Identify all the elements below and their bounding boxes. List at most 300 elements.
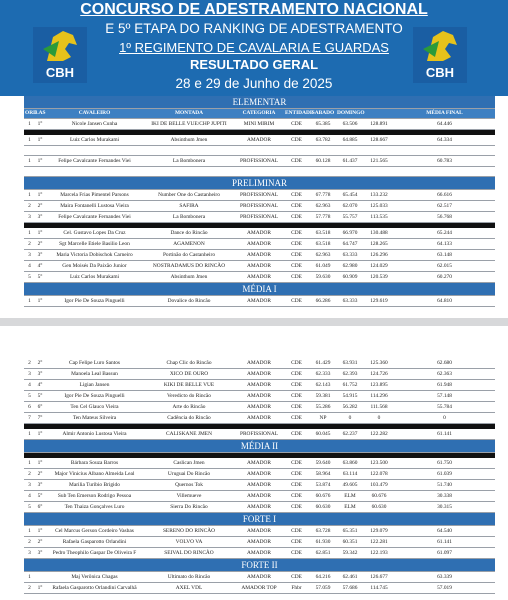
- horse-head-icon: [413, 27, 467, 67]
- table-cell: 120.539: [370, 274, 388, 280]
- table-cell: 2°: [37, 360, 43, 366]
- table-cell: 124.726: [370, 371, 388, 377]
- table-cell: 0: [348, 415, 352, 421]
- table-row: [24, 358, 495, 369]
- table-cell: 66.616: [437, 192, 452, 198]
- table-cell: SERENO DO RINCÃO: [162, 528, 216, 534]
- table-cell: 2: [28, 360, 31, 366]
- table-cell: Nicole Jansen Cunha: [71, 121, 118, 127]
- table-header-row: [24, 109, 495, 119]
- table-cell: CDE: [291, 431, 302, 437]
- table-cell: Portinão do Castanheiro: [162, 252, 216, 258]
- table-cell: 54.915: [342, 393, 358, 399]
- table-cell: 61.750: [437, 460, 452, 466]
- table-cell: CDE: [291, 230, 302, 236]
- table-cell: 6°: [37, 404, 43, 410]
- section-title: MÉDIA I: [24, 283, 495, 296]
- table-cell: 67.778: [315, 192, 331, 198]
- table-cell: SABADO: [311, 110, 335, 116]
- table-cell: 56.768: [437, 214, 452, 220]
- table-cell: AMADOR: [247, 137, 271, 143]
- table-cell: 60.630: [315, 504, 331, 510]
- table-cell: AMADOR: [247, 415, 271, 421]
- table-cell: 61.948: [437, 382, 452, 388]
- table-cell: CDE: [291, 382, 302, 388]
- table-cell: 122.193: [370, 550, 388, 556]
- table-cell: 59.342: [342, 550, 358, 556]
- table-cell: 3: [28, 371, 31, 377]
- table-cell: 51.740: [437, 482, 452, 488]
- table-cell: 5: [28, 504, 31, 510]
- table-cell: CDE: [291, 550, 302, 556]
- table-cell: 3°: [37, 252, 43, 258]
- table-row: [24, 458, 495, 469]
- table-cell: SEIVAL DO RINCÃO: [164, 550, 214, 556]
- table-cell: Gen Moisés Da Paixão Junior: [62, 263, 127, 269]
- table-cell: 62.980: [342, 263, 358, 269]
- table-cell: DOMINGO: [337, 110, 365, 116]
- table-cell: Cap Felipe Luro Santos: [68, 360, 121, 366]
- table-row: [24, 402, 495, 413]
- table-cell: Sgt Marcelle Etiele Basilio Leon: [59, 241, 130, 247]
- table-cell: 57.059: [315, 585, 331, 591]
- table-cell: 1°: [37, 460, 43, 466]
- table-cell: CDE: [291, 528, 302, 534]
- table-cell: Cel Marcus Gerson Cordeiro Vasbas: [55, 528, 134, 534]
- table-cell: 60.676: [371, 493, 387, 499]
- table-cell: 60.128: [315, 158, 331, 164]
- table-cell: Ten Thaiza Gonçalves Luro: [64, 504, 125, 510]
- table-cell: 1: [28, 230, 31, 236]
- table-row: [24, 502, 495, 513]
- table-row: [24, 190, 495, 201]
- table-row: [24, 239, 495, 250]
- table-cell: CDE: [291, 471, 302, 477]
- table-cell: 111.568: [370, 404, 388, 410]
- table-cell: 2°: [37, 203, 43, 209]
- table-cell: Sierra Do Rincão: [170, 504, 208, 510]
- table-cell: 63.333: [342, 252, 358, 258]
- table-cell: 122.281: [370, 539, 388, 545]
- table-cell: 61.429: [315, 360, 331, 366]
- table-row: [24, 296, 495, 307]
- table-cell: Major Vinicius Albano Almeida Leal: [54, 471, 135, 477]
- table-cell: 59.630: [315, 274, 331, 280]
- event-title: CONCURSO DE ADESTRAMENTO NACIONAL: [80, 1, 428, 18]
- table-cell: VOLVO VA: [175, 539, 203, 545]
- table-cell: AMADOR: [247, 298, 271, 304]
- table-cell: AMADOR: [247, 493, 271, 499]
- table-cell: 1: [28, 574, 31, 580]
- table-row: [24, 135, 495, 146]
- table-cell: 63.148: [437, 252, 452, 258]
- table-cell: 61.752: [342, 382, 358, 388]
- table-cell: Marilia Turibio Brigido: [69, 482, 120, 488]
- table-row: [24, 469, 495, 480]
- table-cell: 63.518: [315, 241, 331, 247]
- table-cell: 63.339: [437, 574, 452, 580]
- table-cell: CDE: [291, 241, 302, 247]
- table-cell: 60.783: [437, 158, 452, 164]
- table-cell: CDE: [291, 504, 302, 510]
- table-cell: 2: [28, 203, 31, 209]
- table-cell: 60.630: [371, 504, 387, 510]
- event-dates: 28 e 29 de Junho de 2025: [175, 76, 333, 91]
- table-cell: NOSTRADAMUS DO RINCÃO: [152, 263, 226, 269]
- table-row: [24, 491, 495, 502]
- table-cell: 1°: [37, 431, 43, 437]
- table-cell: 6: [28, 404, 31, 410]
- table-cell: 64.540: [437, 528, 452, 534]
- table-cell: 59.381: [315, 393, 331, 399]
- table-cell: Maj Verônica Chagas: [71, 574, 118, 580]
- table-cell: CDE: [291, 137, 302, 143]
- header-banner: [0, 0, 508, 96]
- table-cell: CDE: [291, 263, 302, 269]
- table-cell: CALISKANE JMEN: [166, 431, 212, 437]
- table-cell: CATEGORIA: [242, 110, 276, 116]
- table-cell: 3: [28, 550, 31, 556]
- table-cell: 61.049: [315, 263, 331, 269]
- table-cell: 0: [443, 415, 446, 421]
- table-cell: CDE: [291, 360, 302, 366]
- table-cell: AMADOR: [247, 371, 271, 377]
- table-cell: 3: [28, 482, 31, 488]
- table-cell: 62.963: [315, 203, 331, 209]
- table-cell: Ultimato do Rincão: [167, 574, 211, 580]
- table-cell: 63.728: [315, 528, 331, 534]
- table-cell: 64.747: [342, 241, 358, 247]
- table-cell: CDE: [291, 192, 302, 198]
- table-cell: Ten Cel Glauco Vieira: [70, 404, 119, 410]
- result-title: RESULTADO GERAL: [189, 57, 319, 72]
- table-cell: Veredicto do Rincão: [166, 393, 211, 399]
- table-cell: Maira Fontanelli Lustosa Vieira: [60, 203, 129, 209]
- table-row: [24, 391, 495, 402]
- table-cell: 125.033: [370, 203, 388, 209]
- table-cell: Absinthum Jmen: [170, 137, 208, 143]
- table-row: [24, 480, 495, 491]
- table-cell: 130.488: [370, 230, 388, 236]
- table-cell: Felipe Cavalcante Fernandes Viei: [58, 158, 131, 164]
- table-cell: 3°: [37, 482, 43, 488]
- table-cell: 62.851: [315, 550, 331, 556]
- table-cell: 62.680: [437, 360, 452, 366]
- table-cell: 2°: [37, 241, 43, 247]
- table-cell: Sub Ten Emerson Rodrigo Pessoa: [57, 493, 132, 499]
- cbh-logo-right: [413, 27, 467, 83]
- table-cell: CDE: [291, 298, 302, 304]
- table-cell: AMADOR: [247, 574, 271, 580]
- table-cell: 123.500: [370, 460, 388, 466]
- table-cell: 61.141: [437, 539, 452, 545]
- table-cell: Dance do Rincão: [170, 230, 208, 236]
- table-cell: 7°: [37, 415, 43, 421]
- table-cell: 63.931: [342, 360, 358, 366]
- table-cell: AMADOR: [247, 382, 271, 388]
- table-cell: 30.338: [437, 493, 452, 499]
- table-cell: AMADOR: [247, 230, 271, 236]
- table-cell: 63.860: [342, 460, 358, 466]
- table-cell: Bárbara Souza Barros: [70, 460, 119, 466]
- table-cell: AMADOR: [247, 460, 271, 466]
- table-cell: 3°: [37, 371, 43, 377]
- table-cell: CDE: [291, 539, 302, 545]
- table-cell: MINI MIRIM: [243, 121, 275, 127]
- table-cell: 1°: [37, 121, 43, 127]
- table-cell: 128.667: [370, 137, 388, 143]
- table-cell: 53.874: [315, 482, 331, 488]
- table-cell: PROFISSIONAL: [239, 214, 279, 220]
- table-cell: 60.676: [315, 493, 331, 499]
- table-cell: 5: [28, 274, 31, 280]
- table-cell: 49.605: [342, 482, 358, 488]
- table-cell: Luiz Carlos Murakami: [69, 137, 120, 143]
- table-cell: 60.270: [437, 274, 452, 280]
- table-cell: IKI DE BELLE VUE/CHP JUPITI: [151, 121, 227, 127]
- table-cell: 1°: [37, 137, 43, 143]
- table-cell: AGAMENON: [173, 241, 205, 247]
- table-cell: Ligian Jansen: [79, 382, 110, 388]
- table-cell: 64.446: [437, 121, 452, 127]
- table-cell: 60.909: [342, 274, 358, 280]
- table-cell: 2: [28, 539, 31, 545]
- table-row: [24, 548, 495, 559]
- table-cell: 3°: [37, 214, 43, 220]
- table-cell: 57.019: [437, 585, 452, 591]
- table-cell: 55.784: [437, 404, 452, 410]
- results-table-page1: [24, 96, 495, 307]
- table-cell: 1: [28, 528, 31, 534]
- table-cell: 60.351: [342, 539, 358, 545]
- table-cell: 125.360: [370, 360, 388, 366]
- table-cell: Manoela Leal Bassun: [71, 371, 118, 377]
- table-cell: ELM: [344, 504, 356, 510]
- table-cell: 113.535: [370, 214, 388, 220]
- table-cell: 124.029: [370, 263, 388, 269]
- table-cell: 114.745: [370, 585, 388, 591]
- table-cell: 1: [28, 460, 31, 466]
- table-cell: CDE: [291, 158, 302, 164]
- table-cell: 5°: [37, 493, 43, 499]
- table-cell: Rafaela Gasparotto Orlandini: [62, 539, 127, 545]
- table-row: [24, 369, 495, 380]
- table-cell: AMADOR: [247, 550, 271, 556]
- table-cell: Rafaela Gasparotto Orlandini Carvalhã: [52, 585, 137, 591]
- table-cell: ENTIDADE: [285, 110, 314, 116]
- table-cell: 2: [28, 585, 31, 591]
- table-cell: 57.148: [437, 393, 452, 399]
- table-cell: 64.216: [315, 574, 331, 580]
- table-cell: Cadência do Rincão: [167, 415, 211, 421]
- table-cell: 61.437: [342, 158, 358, 164]
- table-cell: SAFIRA: [179, 203, 199, 209]
- table-cell: AMADOR: [247, 393, 271, 399]
- table-cell: 66.286: [315, 298, 331, 304]
- table-cell: 1: [28, 158, 31, 164]
- table-cell: 4: [28, 493, 31, 499]
- table-cell: CDE: [291, 574, 302, 580]
- table-cell: AMADOR: [247, 252, 271, 258]
- table-cell: CDE: [291, 415, 302, 421]
- table-cell: Quernos Tok: [175, 482, 203, 488]
- table-row: [24, 201, 495, 212]
- table-cell: 64.334: [437, 137, 452, 143]
- table-cell: ORD: [25, 110, 37, 116]
- table-cell: 30.315: [437, 504, 452, 510]
- table-cell: KIKI DE BELLE VUE: [163, 382, 215, 388]
- table-cell: 121.565: [370, 158, 388, 164]
- table-cell: CDE: [291, 121, 302, 127]
- table-cell: 1°: [37, 585, 43, 591]
- table-cell: 129.079: [370, 528, 388, 534]
- table-row: [24, 537, 495, 548]
- table-cell: 5°: [37, 393, 43, 399]
- table-cell: CDE: [291, 214, 302, 220]
- table-cell: 4°: [37, 263, 43, 269]
- table-cell: 2: [28, 471, 31, 477]
- organizer-title: 1º REGIMENTO DE CAVALARIA E GUARDAS: [119, 40, 389, 55]
- table-cell: XICO DE OURO: [169, 371, 209, 377]
- table-row: [24, 583, 495, 594]
- table-cell: Igor Pie De Souza Pinguelli: [64, 393, 125, 399]
- table-cell: 64.885: [342, 137, 358, 143]
- table-cell: 56.282: [342, 404, 358, 410]
- table-cell: 2: [28, 241, 31, 247]
- table-cell: Ten Mateus Silveira: [72, 415, 117, 421]
- table-cell: Maria Victoria Dobischok Carneiro: [56, 252, 133, 258]
- table-cell: 1: [28, 121, 31, 127]
- table-cell: AMADOR: [247, 471, 271, 477]
- table-cell: CDE: [291, 493, 302, 499]
- table-cell: AMADOR: [247, 539, 271, 545]
- table-cell: 62.461: [342, 574, 358, 580]
- table-cell: AMADOR: [247, 528, 271, 534]
- table-cell: 63.518: [315, 230, 331, 236]
- table-cell: 59.640: [315, 460, 331, 466]
- table-cell: 3: [28, 214, 31, 220]
- table-cell: 62.143: [315, 382, 331, 388]
- table-cell: 55.757: [342, 214, 358, 220]
- table-cell: PROFISSIONAL: [239, 431, 279, 437]
- table-cell: Igor Pie De Souza Pinguelli: [64, 298, 125, 304]
- table-cell: Number One do Castanheiro: [158, 192, 220, 198]
- table-cell: 61.039: [437, 471, 452, 477]
- table-cell: CDE: [291, 274, 302, 280]
- table-cell: PROFISSIONAL: [239, 192, 279, 198]
- table-row: [24, 413, 495, 424]
- table-cell: 4: [28, 263, 31, 269]
- table-cell: 4°: [37, 382, 43, 388]
- table-cell: 129.619: [370, 298, 388, 304]
- table-cell: Luiz Carlos Murakami: [69, 274, 120, 280]
- table-cell: 1: [28, 298, 31, 304]
- table-cell: 3: [28, 252, 31, 258]
- table-cell: 60.045: [315, 431, 331, 437]
- table-row: [24, 156, 495, 167]
- table-row: [24, 212, 495, 223]
- table-cell: Absinthum Jmen: [170, 274, 208, 280]
- table-cell: CDE: [291, 404, 302, 410]
- section-title: PRELIMINAR: [24, 177, 495, 190]
- table-cell: 126.296: [370, 252, 388, 258]
- table-cell: 65.454: [342, 192, 358, 198]
- table-cell: Almir Antonio Lustosa Vieira: [62, 431, 127, 437]
- logo-text: CBH: [425, 65, 455, 80]
- table-cell: 5: [28, 393, 31, 399]
- table-cell: AMADOR: [247, 360, 271, 366]
- results-page-2: [0, 326, 508, 600]
- table-cell: AXEL VDL: [175, 585, 203, 591]
- table-cell: 64.810: [437, 298, 452, 304]
- section-title: ELEMENTAR: [24, 96, 495, 109]
- table-row: [24, 380, 495, 391]
- table-cell: La Bombonera: [172, 158, 206, 164]
- table-cell: Fhbr: [291, 585, 302, 591]
- table-cell: 62.517: [437, 203, 452, 209]
- table-cell: 55.286: [315, 404, 331, 410]
- table-cell: CDE: [291, 482, 302, 488]
- table-cell: MONTADA: [174, 110, 204, 116]
- table-cell: 62.963: [315, 252, 331, 258]
- table-cell: 63.506: [342, 121, 358, 127]
- table-cell: 128.265: [370, 241, 388, 247]
- table-cell: 6°: [37, 504, 43, 510]
- spacer-row: [24, 146, 495, 156]
- table-row: [24, 261, 495, 272]
- table-row: [24, 272, 495, 283]
- table-cell: 1°: [37, 528, 43, 534]
- table-row: [24, 250, 495, 261]
- table-cell: 126.677: [370, 574, 388, 580]
- table-cell: 2°: [37, 471, 43, 477]
- table-cell: 64.133: [437, 241, 452, 247]
- table-cell: Arte do Rincão: [172, 404, 206, 410]
- table-cell: 66.970: [342, 230, 358, 236]
- table-cell: 61.141: [437, 431, 452, 437]
- table-cell: Marcela Frias Pimentel Parsons: [60, 192, 129, 198]
- table-cell: AMADOR TOP: [241, 585, 277, 591]
- section-title: FORTE I: [24, 513, 495, 526]
- table-cell: 65.351: [342, 528, 358, 534]
- table-cell: 128.891: [370, 121, 388, 127]
- table-cell: NP: [319, 415, 327, 421]
- table-cell: 58.964: [315, 471, 331, 477]
- table-cell: 3°: [37, 550, 43, 556]
- results-table-page2: [24, 358, 495, 594]
- table-cell: 1°: [37, 158, 43, 164]
- table-cell: 62.237: [342, 431, 358, 437]
- table-cell: 1°: [37, 298, 43, 304]
- spacer-row: [24, 167, 495, 177]
- table-cell: AMADOR: [247, 263, 271, 269]
- table-cell: 1°: [37, 192, 43, 198]
- table-cell: 57.686: [342, 585, 358, 591]
- table-cell: 65.385: [315, 121, 331, 127]
- table-cell: 63.782: [315, 137, 331, 143]
- table-cell: CDE: [291, 203, 302, 209]
- table-cell: 0: [377, 415, 381, 421]
- table-cell: La Bombonera: [172, 214, 206, 220]
- table-cell: CDE: [291, 252, 302, 258]
- table-cell: Pedro Theophilo Gaspar De Oliveira F: [52, 550, 137, 556]
- table-cell: Caslican Jmen: [173, 460, 205, 466]
- table-cell: Chap Clic do Rincão: [166, 360, 212, 366]
- table-cell: 63.333: [342, 298, 358, 304]
- table-cell: 133.232: [370, 192, 388, 198]
- section-title: FORTE II: [24, 559, 495, 572]
- table-cell: 4: [28, 382, 31, 388]
